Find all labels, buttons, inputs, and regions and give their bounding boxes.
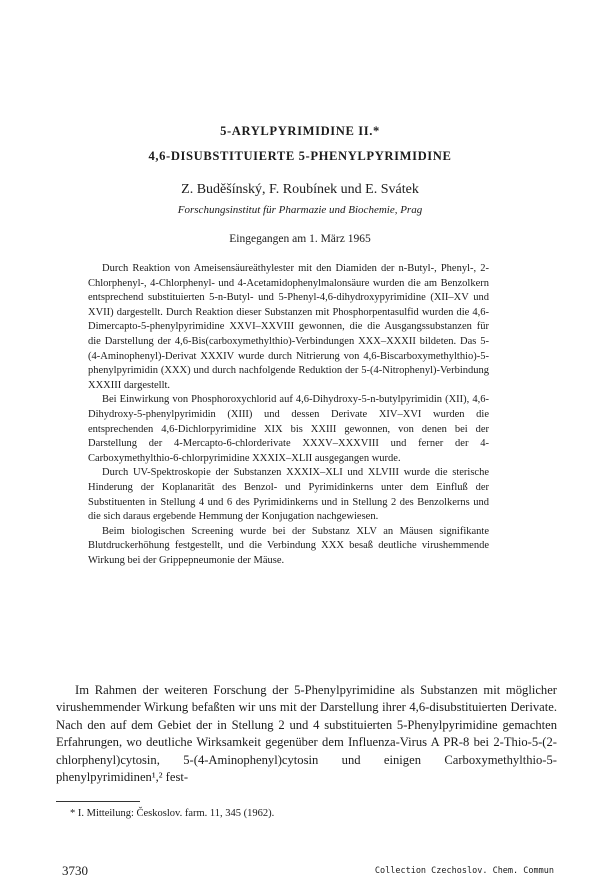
abstract-paragraph-synthesis: Durch Reaktion von Ameisensäureäthylester mit den Diamiden der n-Butyl-, Phenyl-, 2-Chlorphenyl-, 4-Chlorphenyl- und 4-Acetamidophenylmalonsäure wurden die am Benzolkern entsprechend substituierten 5-n-Butyl- und 5-Phenyl-4,6-dihydroxypyrimidine (XII–XV und XVII) dargestellt. Durch Reaktion dieser Substanzen mit Phosphorpentasulfid wurden die 4,6-Dimercapto-5-phenylpyrimidine XXVI–XXVIII gewonnen, die die Ausgangssubstanzen für die Darstellung der 4,6-Bis(carboxymethylthio)-Verbindungen XXX–XXXII bildeten. Das 5-(4-Aminophenyl)-Derivat XXXIV wurde durch Nitrierung von 4,6-Biscarboxymethylthio)-5-phenylpyrimidin (XXX) und durch nachfolgende Reduktion der 5-(4-Nitrophenyl)-Verbindung XXXIII dargestellt. xyxy=(88,263,489,391)
abstract-paragraph-uv-spectroscopy: Durch UV-Spektroskopie der Substanzen XXXIX–XLI und XLVIII wurde die sterische Hinderung der Koplanarität des Benzol- und Pyrimidinkerns unter dem Einfluß der Substituenten in Stellung 4 und 6 des Pyrimidinkerns und in Stellung 2 des Benzolkerns und die sich daraus ergebende Hemmung der Konjugation nachgewiesen. xyxy=(88,467,489,523)
article-affiliation: Forschungsinstitut für Pharmazie und Biochemie, Prag xyxy=(177,204,423,216)
abstract-paragraph-screening: Beim biologischen Screening wurde bei der Substanz XLV an Mäusen signifikante Blutdruckerhöhung festgestellt, und die Verbindung XXX besaß deutliche virushemmende Wirkung bei der Grippepneumonie der Mäuse. xyxy=(88,525,489,566)
body-text xyxy=(56,682,557,786)
received-date: Eingegangen am 1. März 1965 xyxy=(229,233,371,245)
body-paragraph: Im Rahmen der weiteren Forschung der 5-Phenylpyrimidine als Substanzen mit möglicher virushemmender Wirkung befaßten wir uns mit der Darstellung ihrer 4,6-disubstituierten Derivate. Nach den auf dem Gebiet der in Stellung 2 und 4 substituierten 5-Phenylpyrimidine gemachten Erfahrungen, wo deutliche Wirksamkeit gegenüber dem Influenza-Virus A PR-8 bei 2-Thio-5-(2-chlorphenyl)cytosin, 5-(4-Aminophenyl)cytosin und einigen Carboxymethylthio-5-phenylpyrimidinen¹,² fest- xyxy=(56,683,557,785)
footnote-text: * I. Mitteilung: Českoslov. farm. 11, 345 (1962). xyxy=(70,808,275,819)
page-number: 3730 xyxy=(62,863,88,878)
article-authors: Z. Buděšínský, F. Roubínek und E. Svátek xyxy=(181,182,419,197)
abstract xyxy=(88,262,489,568)
footnote xyxy=(56,801,557,819)
abstract-paragraph-chlorination: Bei Einwirkung von Phosphoroxychlorid auf 4,6-Dihydroxy-5-n-butylpyrimidin (XII), 4,6-Dihydroxy-5-phenylpyrimidin (XIII) und dessen Derivate XIV–XVI wurden die entsprechenden 4,6-Dichlorpyrimidine XIX bis XXIII gewonnen, von denen bei der Darstellung der 4-Mercapto-6-chlorderivate XXXV–XXXVIII und ferner der 4-Carboxymethylthio-6-chlorpyrimidine XXXIX–XLII ausgegangen wurde. xyxy=(88,394,489,464)
article-subtitle: 4,6-DISUBSTITUIERTE 5-PHENYLPYRIMIDINE xyxy=(148,149,452,163)
footnote-rule xyxy=(56,801,140,802)
article-title: 5-ARYLPYRIMIDINE II.* xyxy=(220,124,380,138)
journal-name: Collection Czechoslov. Chem. Commun xyxy=(374,866,554,876)
